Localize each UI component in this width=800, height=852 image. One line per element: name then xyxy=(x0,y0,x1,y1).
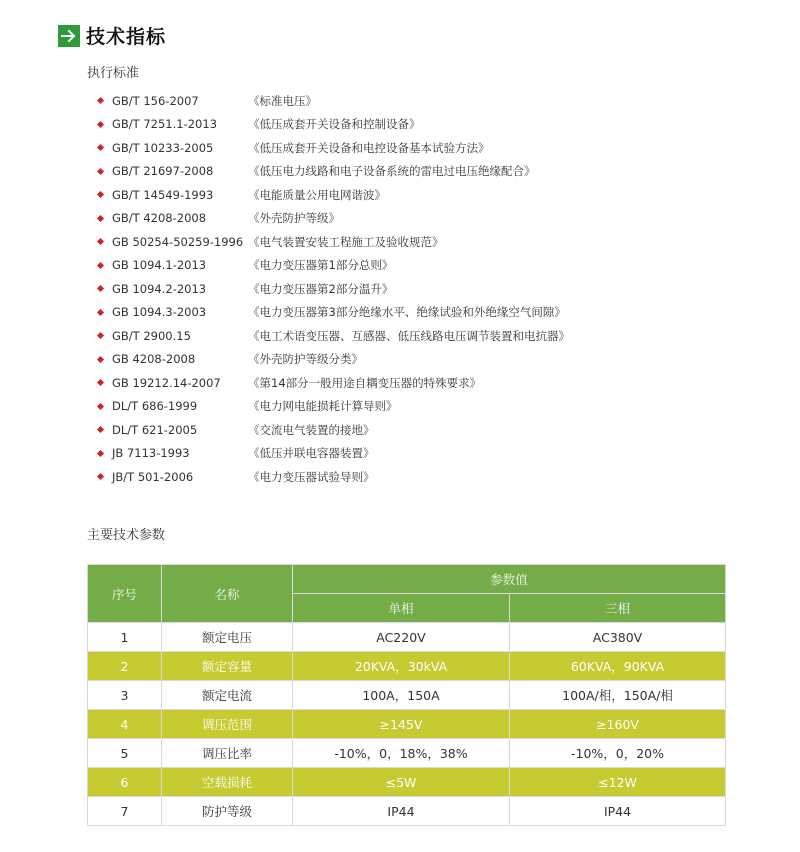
cell-three: AC380V xyxy=(510,623,726,652)
list-item xyxy=(96,371,570,395)
list-item xyxy=(96,348,570,372)
standard-code: GB/T 14549-1993 xyxy=(112,187,214,202)
cell-single: 100A，150A xyxy=(293,681,510,710)
standard-name: 《外壳防护等级》 xyxy=(248,211,340,226)
cell-name: 调压范围 xyxy=(162,710,293,739)
standard-code: GB/T 21697-2008 xyxy=(112,164,214,179)
cell-name: 空载损耗 xyxy=(162,768,293,797)
list-item xyxy=(96,113,570,137)
diamond-bullet-icon xyxy=(97,356,104,363)
standard-code: DL/T 621-2005 xyxy=(112,422,198,437)
column-header-three: 三相 xyxy=(510,594,726,623)
standard-name: 《电力变压器第1部分总则》 xyxy=(248,258,394,273)
standard-name: 《低压电力线路和电子设备系统的雷电过电压绝缘配合》 xyxy=(248,164,536,179)
cell-single: AC220V xyxy=(293,623,510,652)
list-item xyxy=(96,442,570,466)
diamond-bullet-icon xyxy=(97,191,104,198)
standard-code: GB/T 4208-2008 xyxy=(112,211,207,226)
cell-name: 额定容量 xyxy=(162,652,293,681)
table-row xyxy=(88,710,726,739)
table-row xyxy=(88,681,726,710)
standard-name: 《外壳防护等级分类》 xyxy=(248,352,363,367)
standard-name: 《低压成套开关设备和电控设备基本试验方法》 xyxy=(248,140,490,155)
standard-name: 《电气装置安装工程施工及验收规范》 xyxy=(248,234,444,249)
cell-single: ≤5W xyxy=(293,768,510,797)
section-header xyxy=(58,22,166,49)
standard-code: DL/T 686-1999 xyxy=(112,399,198,414)
standard-name: 《低压成套开关设备和控制设备》 xyxy=(248,117,421,132)
cell-index: 7 xyxy=(88,797,162,826)
diamond-bullet-icon xyxy=(97,262,104,269)
cell-index: 6 xyxy=(88,768,162,797)
standard-name: 《电力变压器试验导则》 xyxy=(248,469,375,484)
cell-single: ≥145V xyxy=(293,710,510,739)
diamond-bullet-icon xyxy=(97,473,104,480)
cell-index: 1 xyxy=(88,623,162,652)
list-item xyxy=(96,418,570,442)
diamond-bullet-icon xyxy=(97,285,104,292)
list-item xyxy=(96,324,570,348)
standard-code: GB 1094.1-2013 xyxy=(112,258,207,273)
standard-code: GB 19212.14-2007 xyxy=(112,375,221,390)
standard-code: JB/T 501-2006 xyxy=(112,469,194,484)
cell-single: -10%，0，18%，38% xyxy=(293,739,510,768)
standards-heading: 执行标准 xyxy=(87,66,140,81)
standard-code: GB 1094.2-2013 xyxy=(112,281,207,296)
cell-index: 4 xyxy=(88,710,162,739)
standard-name: 《电能质量公用电网谐波》 xyxy=(248,187,386,202)
cell-three: ≤12W xyxy=(510,768,726,797)
cell-name: 额定电压 xyxy=(162,623,293,652)
page-title: 技术指标 xyxy=(86,26,167,48)
cell-index: 2 xyxy=(88,652,162,681)
standard-name: 《标准电压》 xyxy=(248,93,317,108)
table-header-row xyxy=(88,565,726,594)
standard-code: GB/T 7251.1-2013 xyxy=(112,117,218,132)
arrow-right-icon xyxy=(58,25,80,47)
list-item xyxy=(96,254,570,278)
cell-three: ≥160V xyxy=(510,710,726,739)
list-item xyxy=(96,465,570,489)
diamond-bullet-icon xyxy=(97,121,104,128)
standard-name: 《交流电气装置的接地》 xyxy=(248,422,375,437)
standard-code: GB/T 10233-2005 xyxy=(112,140,214,155)
standard-code: JB 7113-1993 xyxy=(112,446,190,461)
diamond-bullet-icon xyxy=(97,403,104,410)
diamond-bullet-icon xyxy=(97,332,104,339)
table-row xyxy=(88,739,726,768)
list-item xyxy=(96,183,570,207)
diamond-bullet-icon xyxy=(97,426,104,433)
list-item xyxy=(96,136,570,160)
cell-single: 20KVA，30kVA xyxy=(293,652,510,681)
column-header-value-group: 参数值 xyxy=(293,565,726,594)
params-table xyxy=(87,564,726,826)
diamond-bullet-icon xyxy=(97,238,104,245)
column-header-single: 单相 xyxy=(293,594,510,623)
standard-name: 《电力网电能损耗计算导则》 xyxy=(248,399,398,414)
cell-name: 防护等级 xyxy=(162,797,293,826)
cell-index: 5 xyxy=(88,739,162,768)
list-item xyxy=(96,207,570,231)
column-header-index: 序号 xyxy=(88,565,162,623)
diamond-bullet-icon xyxy=(97,168,104,175)
diamond-bullet-icon xyxy=(97,379,104,386)
standard-code: GB 1094.3-2003 xyxy=(112,305,207,320)
diamond-bullet-icon xyxy=(97,309,104,316)
cell-three: 100A/相，150A/相 xyxy=(510,681,726,710)
cell-name: 调压比率 xyxy=(162,739,293,768)
table-row xyxy=(88,623,726,652)
cell-three: 60KVA，90KVA xyxy=(510,652,726,681)
standard-name: 《电工术语变压器、互感器、低压线路电压调节装置和电抗器》 xyxy=(248,328,570,343)
diamond-bullet-icon xyxy=(97,450,104,457)
list-item xyxy=(96,89,570,113)
table-row xyxy=(88,652,726,681)
list-item xyxy=(96,160,570,184)
list-item xyxy=(96,301,570,325)
cell-single: IP44 xyxy=(293,797,510,826)
standards-list xyxy=(96,89,570,489)
cell-three: -10%，0，20% xyxy=(510,739,726,768)
list-item xyxy=(96,230,570,254)
standard-code: GB/T 156-2007 xyxy=(112,93,199,108)
standard-name: 《电力变压器第3部分绝缘水平、绝缘试验和外绝缘空气间隙》 xyxy=(248,305,566,320)
diamond-bullet-icon xyxy=(97,215,104,222)
cell-index: 3 xyxy=(88,681,162,710)
table-row xyxy=(88,797,726,826)
diamond-bullet-icon xyxy=(97,144,104,151)
standard-code: GB/T 2900.15 xyxy=(112,328,191,343)
diamond-bullet-icon xyxy=(97,97,104,104)
standard-name: 《第14部分一般用途自耦变压器的特殊要求》 xyxy=(248,375,482,390)
cell-name: 额定电流 xyxy=(162,681,293,710)
list-item xyxy=(96,277,570,301)
column-header-name: 名称 xyxy=(162,565,293,623)
standard-code: GB 50254-50259-1996 xyxy=(112,234,244,249)
standard-name: 《低压并联电容器装置》 xyxy=(248,446,375,461)
standard-name: 《电力变压器第2部分温升》 xyxy=(248,281,394,296)
cell-three: IP44 xyxy=(510,797,726,826)
list-item xyxy=(96,395,570,419)
table-row xyxy=(88,768,726,797)
standard-code: GB 4208-2008 xyxy=(112,352,196,367)
params-heading: 主要技术参数 xyxy=(87,528,166,543)
